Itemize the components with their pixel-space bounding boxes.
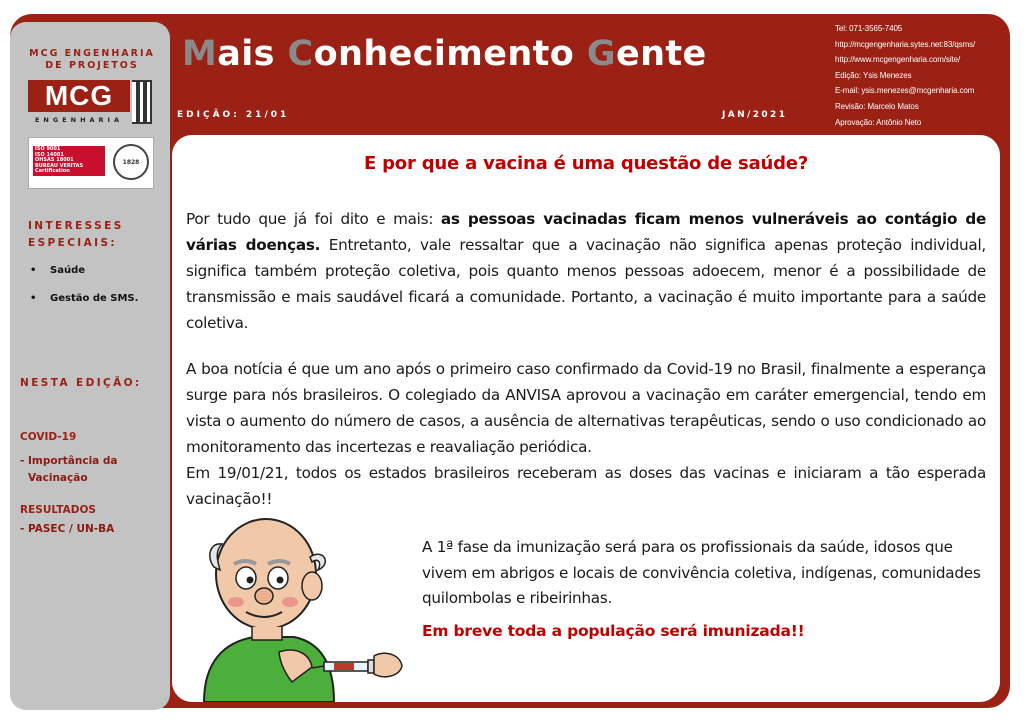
- list-item: • Gestão de SMS.: [30, 292, 138, 320]
- mcg-logo: [28, 78, 156, 128]
- article-title: E por que a vacina é uma questão de saúde?: [363, 153, 809, 174]
- edition-date: JAN/2021: [722, 110, 788, 120]
- logo-bars-icon: [132, 80, 152, 124]
- paragraph-1: Por tudo que já foi dito e mais: as pessoas vacinadas ficam menos vulneráveis ao contágio de várias doenças. Entretanto, vale ressaltar que a vacinação não significa apenas proteção individual, significa também proteção coletiva, pois quanto menos pessoas adoecem, menor é a possibilidade de transmissão e mais saudável ficará a comunidade. Portanto, a vacinação é muito importante para a saúde coletiva.: [186, 210, 986, 332]
- edition-item-vaccination: Vacinação: [28, 472, 88, 484]
- certification-badge: [28, 137, 154, 189]
- edition-title: NESTA EDIÇÃO:: [20, 377, 142, 389]
- interests-title: INTERESSES ESPECIAIS:: [28, 220, 124, 249]
- interests-list: [30, 264, 138, 320]
- company-name: MCG ENGENHARIA DE PROJETOS: [29, 48, 155, 71]
- closing-statement: Em breve toda a população será imunizada!!: [422, 622, 805, 640]
- edition-number: EDIÇÃO: 21/01: [177, 110, 290, 120]
- logo-subtitle: ENGENHARIA: [34, 116, 124, 124]
- vaccination-cartoon-image: [184, 512, 404, 702]
- logo-text: MCG: [28, 80, 130, 112]
- bureau-veritas-seal-icon: 1828: [113, 144, 149, 180]
- paragraph-phase: A 1ª fase da imunização será para os profissionais da saúde, idosos que vivem em abrigos e locais de convivência coletiva, indígenas, comunidades quilombolas e ribeirinhas.: [422, 538, 981, 607]
- edition-item-covid: COVID-19: [20, 431, 77, 443]
- edition-item-results: RESULTADOS: [20, 504, 96, 516]
- list-item: • Saúde: [30, 264, 138, 292]
- edition-item-pasec: - PASEC / UN-BA: [20, 523, 115, 535]
- cert-text: ISO 9001 ISO 14001 OHSAS 18001 BUREAU VERITAS Certification: [35, 146, 84, 174]
- paragraph-2: A boa notícia é que um ano após o primeiro caso confirmado da Covid-19 no Brasil, finalmente a esperança surge para nós brasileiros. O colegiado da ANVISA aprovou a vacinação em caráter emergencial, tendo em vista o aumento do número de casos, a ausência de alternativas terapêuticas, sendo o uso condicionado ao monitoramento das incertezas e reavaliação periódica. Em 19/01/21, todos os estados brasileiros receberam as doses das vacinas e iniciaram a tão esperada vacinação!!: [186, 360, 986, 508]
- edition-item-importance: - Importância da: [20, 455, 118, 467]
- contact-info: Tel: 071-3565-7405 http://mcgengenharia.sytes.net:83/qsms/ http://www.mcgengenharia.com/site/ Edição: Ysis Menezes E-mail: ysis.menezes@mcgenharia.com Revisão: Marcelo Matos Aprovação: Antônio Neto: [835, 24, 976, 127]
- newsletter-title: Mais Conhecimento Gente: [182, 34, 707, 74]
